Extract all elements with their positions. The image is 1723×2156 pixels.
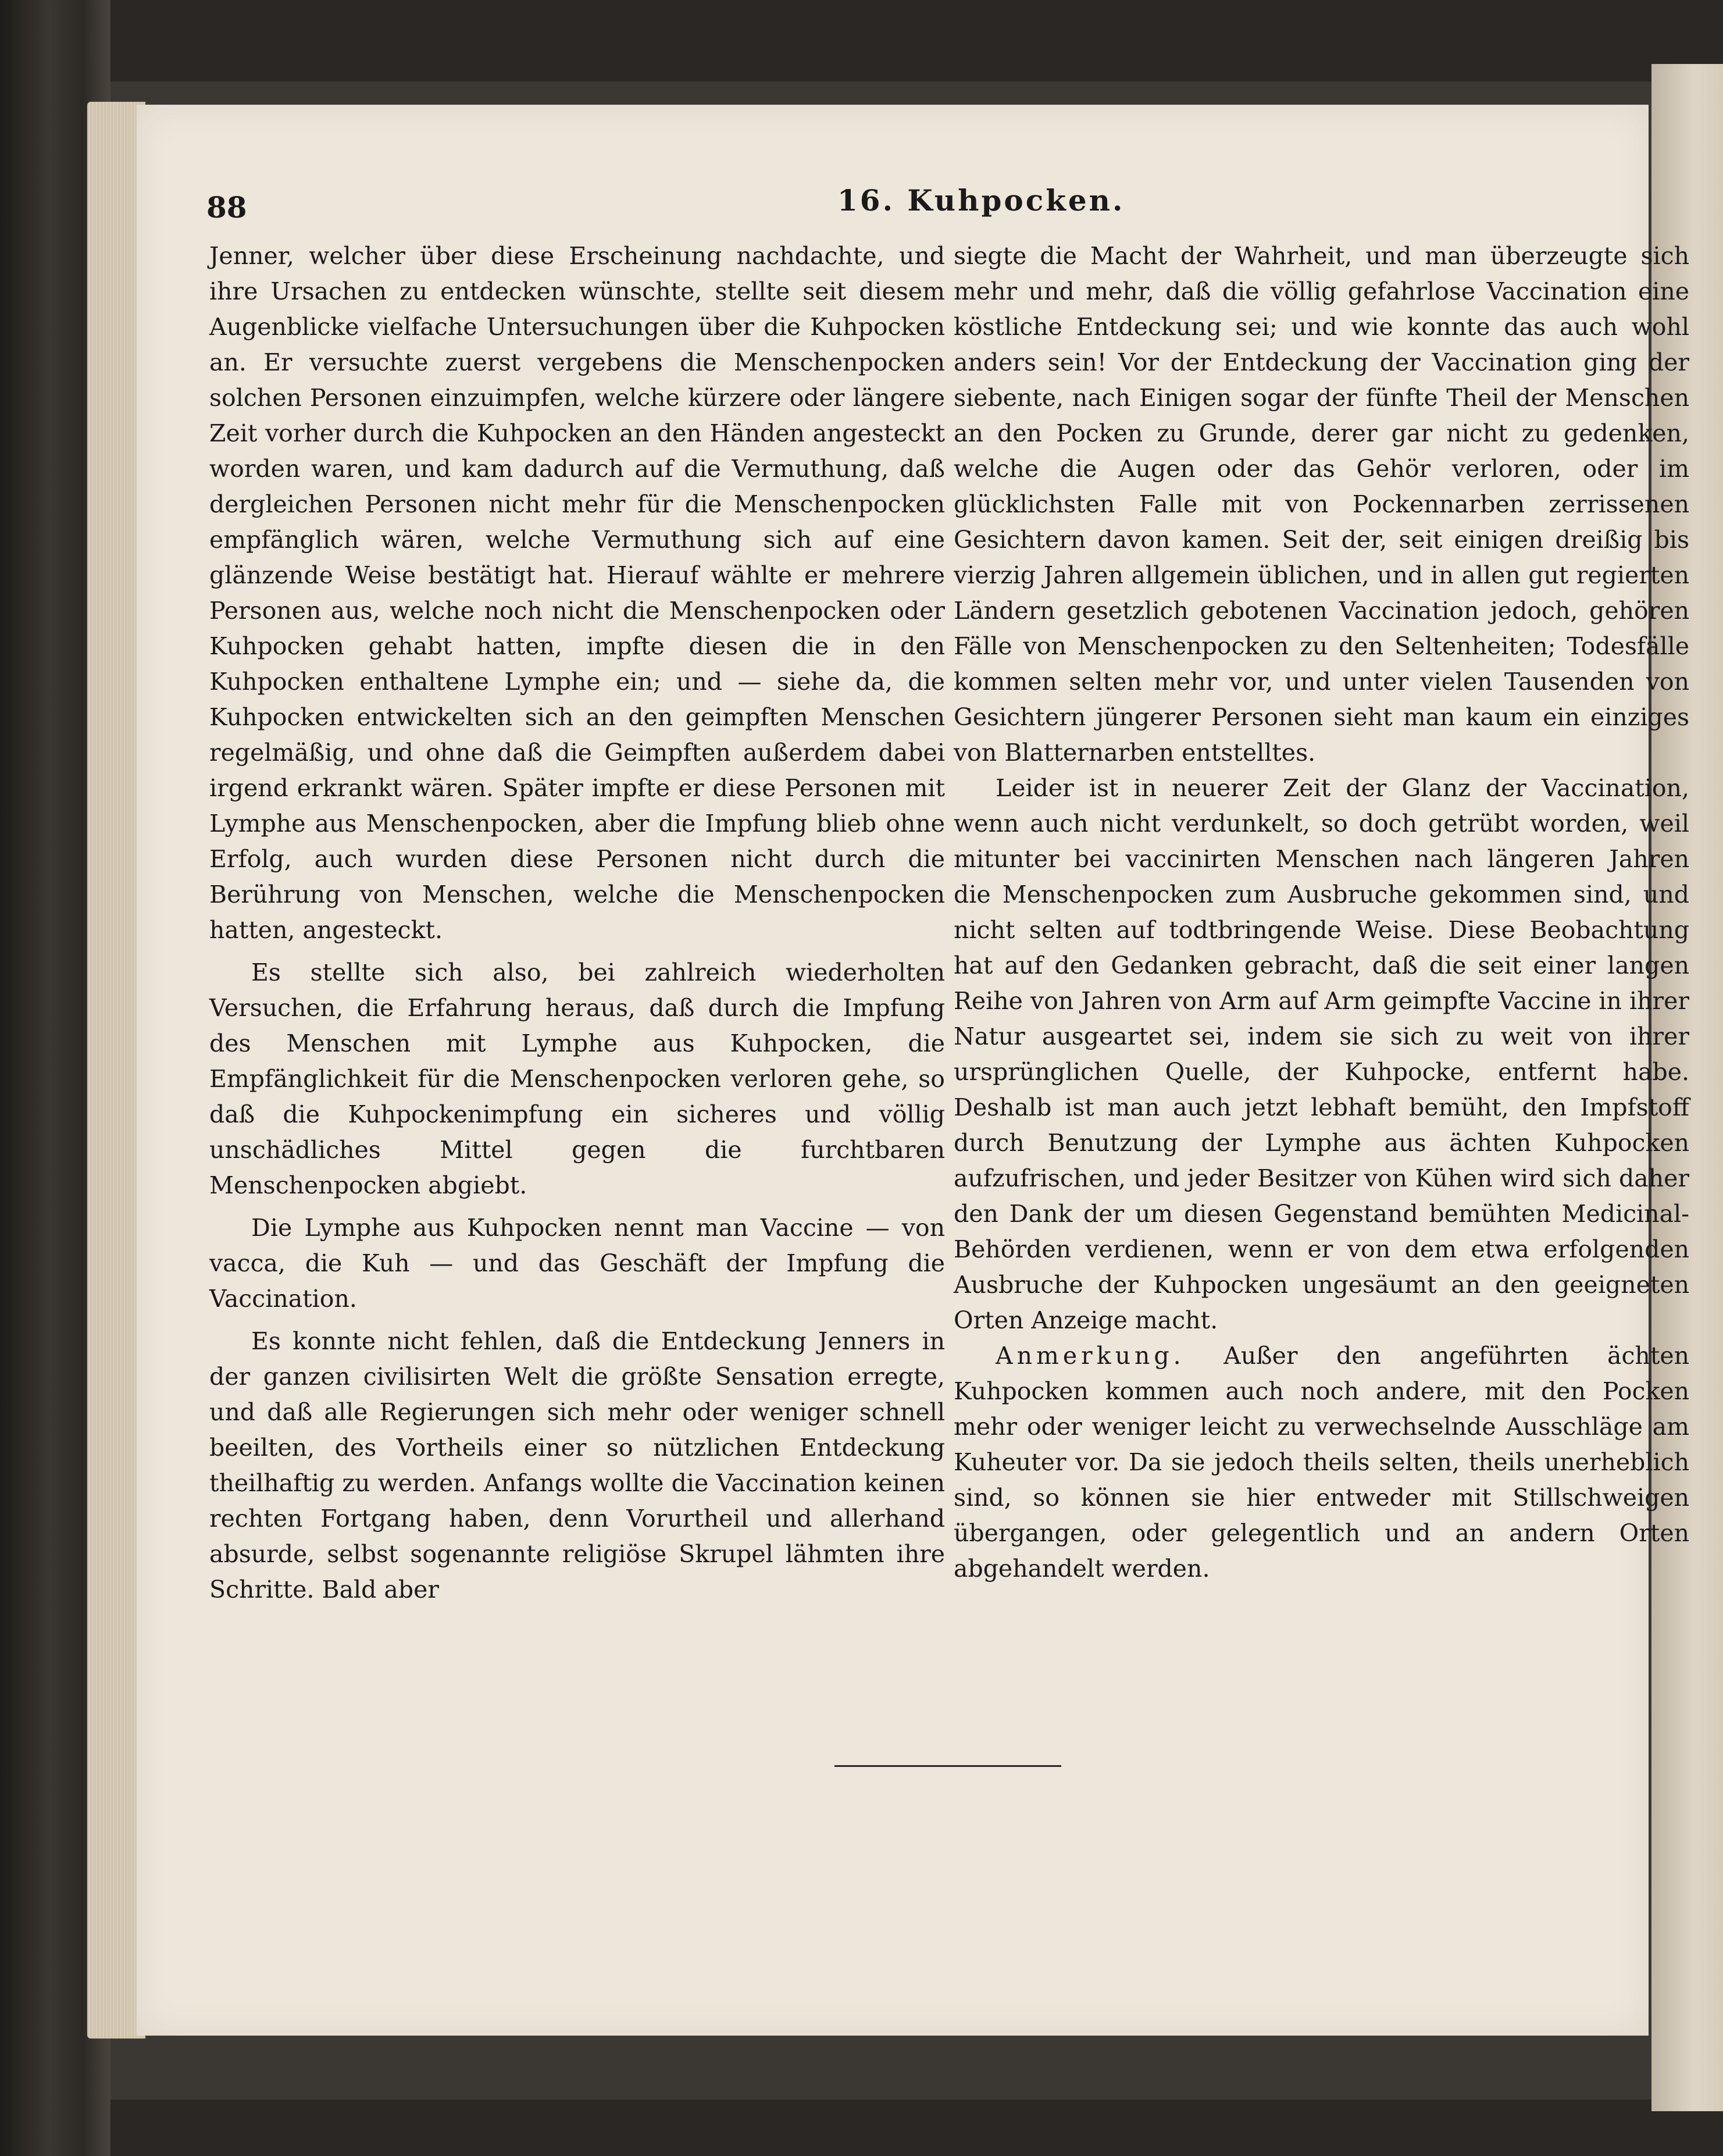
running-head: 16. Kuhpocken. bbox=[837, 183, 1125, 218]
paragraph: Es stellte sich also, bei zahlreich wiederholten Versuchen, die Erfahrung heraus, daß durch die Impfung des Menschen mit Lymphe aus Kuhpocken, die Empfänglichkeit für die Menschenpocken verloren gehe, so daß die Kuhpockenimpfung ein sicheres und völlig unschädliches Mittel gegen die furchtbaren Menschenpocken abgiebt. bbox=[209, 958, 945, 1199]
paragraph: Leider ist in neuerer Zeit der Glanz der Vaccination, wenn auch nicht verdunkelt, so doch getrübt worden, weil mitunter bei vaccinirten Menschen nach längeren Jahren die Menschenpocken zum Ausbruche gekommen sind, und nicht selten auf todtbringende Weise. Diese Beobachtung hat auf den Gedanken gebracht, daß die seit einer langen Reihe von Jahren von Arm auf Arm geimpfte Vaccine in ihrer Natur ausgeartet sei, indem sie sich zu weit von ihrer ursprünglichen Quelle, der Kuhpocke, entfernt habe. Deshalb ist man auch jetzt lebhaft bemüht, den Impfstoff durch Benutzung der Lymphe aus ächten Kuhpocken aufzufrischen, und jeder Besitzer von Kühen wird sich daher den Dank der um diesen Gegenstand bemühten Medicinal-Behörden verdienen, wenn er von dem etwa erfolgenden Ausbruche der Kuhpocken ungesäumt an den geeigneten Orten Anzeige macht. bbox=[954, 774, 1689, 1334]
paragraph: Die Lymphe aus Kuhpocken nennt man Vaccine — von vacca, die Kuh — und das Geschäft der Impfung die Vaccination. bbox=[209, 1214, 945, 1313]
annotation-text: Außer den angeführten ächten Kuhpocken kommen auch noch andere, mit den Pocken mehr oder weniger leicht zu verwechselnde Ausschläge am Kuheuter vor. Da sie jedoch theils selten, theils unerheblich sind, so können sie hier entweder mit Stillschweigen übergangen, oder gelegentlich und an andern Orten abgehandelt werden. bbox=[954, 1342, 1689, 1583]
annotation-label: Anmerkung. bbox=[996, 1342, 1185, 1370]
paragraph: Jenner, welcher über diese Erscheinung nachdachte, und ihre Ursachen zu entdecken wünschte, stellte seit diesem Augenblicke vielfache Untersuchungen über die Kuhpocken an. Er versuchte zuerst vergebens die Menschenpocken solchen Personen einzuimpfen, welche kürzere oder längere Zeit vorher durch die Kuhpocken an den Händen angesteckt worden waren, und kam dadurch auf die Vermuthung, daß dergleichen Personen nicht mehr für die Menschenpocken empfänglich wären, welche Vermuthung sich auf eine glänzende Weise bestätigt hat. Hierauf wählte er mehrere Personen aus, welche noch nicht die Menschenpocken oder Kuhpocken gehabt hatten, impfte diesen die in den Kuhpocken enthaltene Lymphe ein; und — siehe da, die Kuhpocken entwickelten sich an den geimpften Menschen regelmäßig, und ohne daß die Geimpften außerdem dabei irgend erkrankt wären. Später impfte er diese Personen mit Lymphe aus Menschenpocken, aber die Impfung blieb ohne Erfolg, auch wurden diese Personen nicht durch die Berührung von Menschen, welche die Menschenpocken hatten, angesteckt. bbox=[209, 242, 945, 944]
right-column bbox=[954, 238, 1689, 1587]
section-end-rule bbox=[834, 1765, 1061, 1767]
page-header bbox=[0, 183, 1723, 230]
left-column bbox=[209, 238, 945, 1608]
page-number: 88 bbox=[206, 190, 247, 224]
annotation-paragraph bbox=[954, 1338, 1689, 1587]
paragraph: Es konnte nicht fehlen, daß die Entdeckung Jenners in der ganzen civilisirten Welt die größte Sensation erregte, und daß alle Regierungen sich mehr oder weniger schnell beeilten, des Vortheils einer so nützlichen Entdeckung theilhaftig zu werden. Anfangs wollte die Vaccination keinen rechten Fortgang haben, denn Vorurtheil und allerhand absurde, selbst sogenannte religiöse Skrupel lähmten ihre Schritte. Bald aber bbox=[209, 1327, 945, 1603]
paragraph: siegte die Macht der Wahrheit, und man überzeugte sich mehr und mehr, daß die völlig gefahrlose Vaccination eine köstliche Entdeckung sei; und wie konnte das auch wohl anders sein! Vor der Entdeckung der Vaccination ging der siebente, nach Einigen sogar der fünfte Theil der Menschen an den Pocken zu Grunde, derer gar nicht zu gedenken, welche die Augen oder das Gehör verloren, oder im glücklichsten Falle mit von Pockennarben zerrissenen Gesichtern davon kamen. Seit der, seit einigen dreißig bis vierzig Jahren allgemein üblichen, und in allen gut regierten Ländern gesetzlich gebotenen Vaccination jedoch, gehören Fälle von Menschenpocken zu den Seltenheiten; Todesfälle kommen selten mehr vor, und unter vielen Tausenden von Gesichtern jüngerer Personen sieht man kaum ein einziges von Blatternarben entstelltes. bbox=[954, 242, 1689, 767]
